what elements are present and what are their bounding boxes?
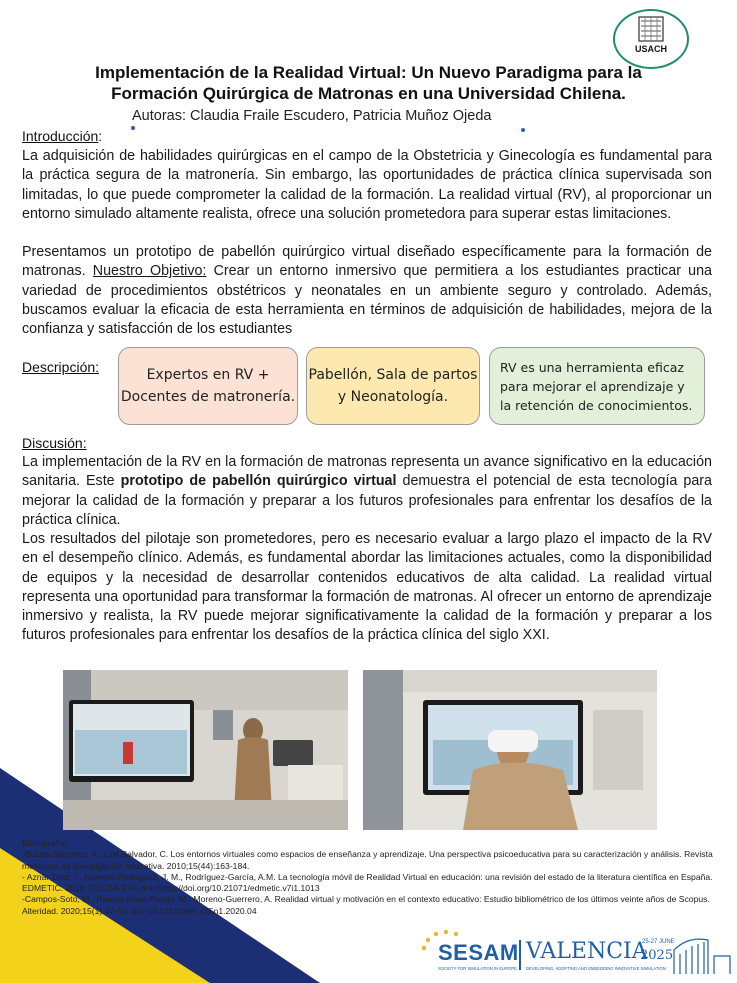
discussion-paragraph-2: Los resultados del pilotaje son prometedores, pero es necesario evaluar a largo plazo el impacto de la RV en el desempeño clínico. Además, es fundamental abordar las limitaciones actuales, como la disponibilidad de equipos y la necesidad de desarrollar contenidos educativos de alta calidad. La realidad virtual representa una oportunidad para transformar la formación de matronas. Al ofrecer un entorno de aprendizaje inmersivo y realista, la RV puede mejorar significativamente la calidad de la formación y preparar a los futuros profesionales para enfrentar los desafíos de la práctica clínica del siglo XXI. — [22, 531, 712, 644]
description-box-rooms: Pabellón, Sala de partos y Neonatología. — [306, 347, 480, 425]
discussion-p1-end: demuestra el potencial de esta tecnología para mejorar la calidad de la formación y preparar a los futuros profesionales para enfrentar los desafíos de la práctica clínica. — [22, 473, 712, 528]
intro-heading-wrap — [22, 128, 102, 144]
title-line-1: Implementación de la Realidad Virtual: Un Nuevo Paradigma para la — [95, 63, 642, 82]
intro-paragraph-2 — [22, 243, 712, 339]
title-line-2: Formación Quirúrgica de Matronas en una Universidad Chilena. — [111, 84, 626, 103]
intro-paragraph-1: La adquisición de habilidades quirúrgicas en el campo de la Obstetricia y Ginecología es fundamental para la práctica segura de la matronería. Sin embargo, las oportunidades de práctica clínica supervisada son limitadas, lo que puede comprometer la calidad de la formación. La realidad virtual (RV), al proporcionar un entorno simulado altamente realista, ofrece una solución prometedora para superar estas limitaciones. — [22, 148, 712, 222]
intro-p2-end: Crear un entorno inmersivo que permitiera a los estudiantes practicar una variedad de procedimientos obstétricos y neonatales en un ambiente seguro y controlado. Además, buscamos evaluar la eficacia de esta herramienta en términos de adquisición de habilidades, mejora de la confianza y satisfacción de los estudiantes — [22, 263, 713, 338]
university-crest-icon — [615, 11, 687, 67]
reference-2: - Aznar-Díaz, I., Romero-Rodríguez, J. M., Rodríguez-García, A.M. La tecnología móvil de Realidad Virtual en educación: una revisión del estado de la literatura científica en España. EDMETIC. 2018;7(1):256-274. doi: https://doi.org/10.21071/edmetic.v7i1.1013 — [22, 871, 713, 894]
bullet-dot — [131, 126, 135, 130]
vr-lab-photo-2 — [363, 670, 657, 830]
vr-lab-photo-1 — [63, 670, 348, 830]
sesam-divider — [519, 940, 521, 970]
authors: Autoras: Claudia Fraile Escudero, Patricia Muñoz Ojeda — [132, 108, 492, 124]
sesam-subline-right: DEVELOPING, ADOPTING AND EMBEDDING INNOVATIVE SIMULATION — [526, 966, 666, 971]
sesam-dates: 25-27 JUNE — [642, 939, 675, 945]
discussion-heading: Discusión: — [22, 435, 87, 451]
sesam-subline-left: SOCIETY FOR SIMULATION IN EUROPE — [438, 966, 517, 971]
sesam-name: SESAM — [438, 940, 519, 965]
bibliography-heading: Bibliografía: — [22, 838, 68, 848]
sesam-valencia-logo — [418, 926, 736, 981]
bullet-dot — [521, 128, 525, 132]
intro-heading-colon: : — [98, 128, 103, 144]
discussion-paragraph-1 — [22, 453, 712, 530]
description-box-effectiveness: RV es una herramienta eficaz para mejorar el aprendizaje y la retención de conocimientos. — [489, 347, 705, 425]
sesam-city: VALENCIA — [526, 939, 648, 964]
reference-1: -Bustos Sánchez, A., Coll Salvador, C. Los entornos virtuales como espacios de enseñanza y aprendizaje. Una perspectiva psicoeducativa para su caracterización y análisis. Revista mexicana de investigación educativa. 2010;15(44):163-184. — [22, 849, 713, 871]
bibliography — [22, 838, 718, 917]
discussion-p1-start: La implementación de la RV en la formación de matronas representa un avance significativo en la educación sanitaria. Este — [22, 454, 712, 490]
logo-label: USACH — [634, 44, 667, 54]
intro-heading: Introducción — [22, 128, 99, 144]
poster-title — [20, 62, 717, 104]
sesam-year: 2025 — [640, 948, 674, 963]
discussion-p1-bold: prototipo de pabellón quirúrgico virtual — [120, 473, 397, 490]
reference-3: -Campos-Soto, M., Ramos-Nava-Parejo, M., Moreno-Guerrero, A. Realidad virtual y motivación en el contexto educativo: Estudio bibliométrico de los últimos veinte años de Scopus. Alteridad. 2020;15(1):47-60. doi: 10.17163/alt. v15n1.2020.04 — [22, 894, 710, 916]
usach-logo — [613, 9, 689, 69]
objective-label: Nuestro Objetivo: — [92, 263, 207, 280]
intro-p2-start: Presentamos un prototipo de pabellón quirúrgico virtual diseñado específicamente para la formación de matronas. — [22, 244, 712, 280]
description-box-experts: Expertos en RV + Docentes de matronería. — [118, 347, 298, 425]
description-heading: Descripción: — [22, 359, 100, 375]
